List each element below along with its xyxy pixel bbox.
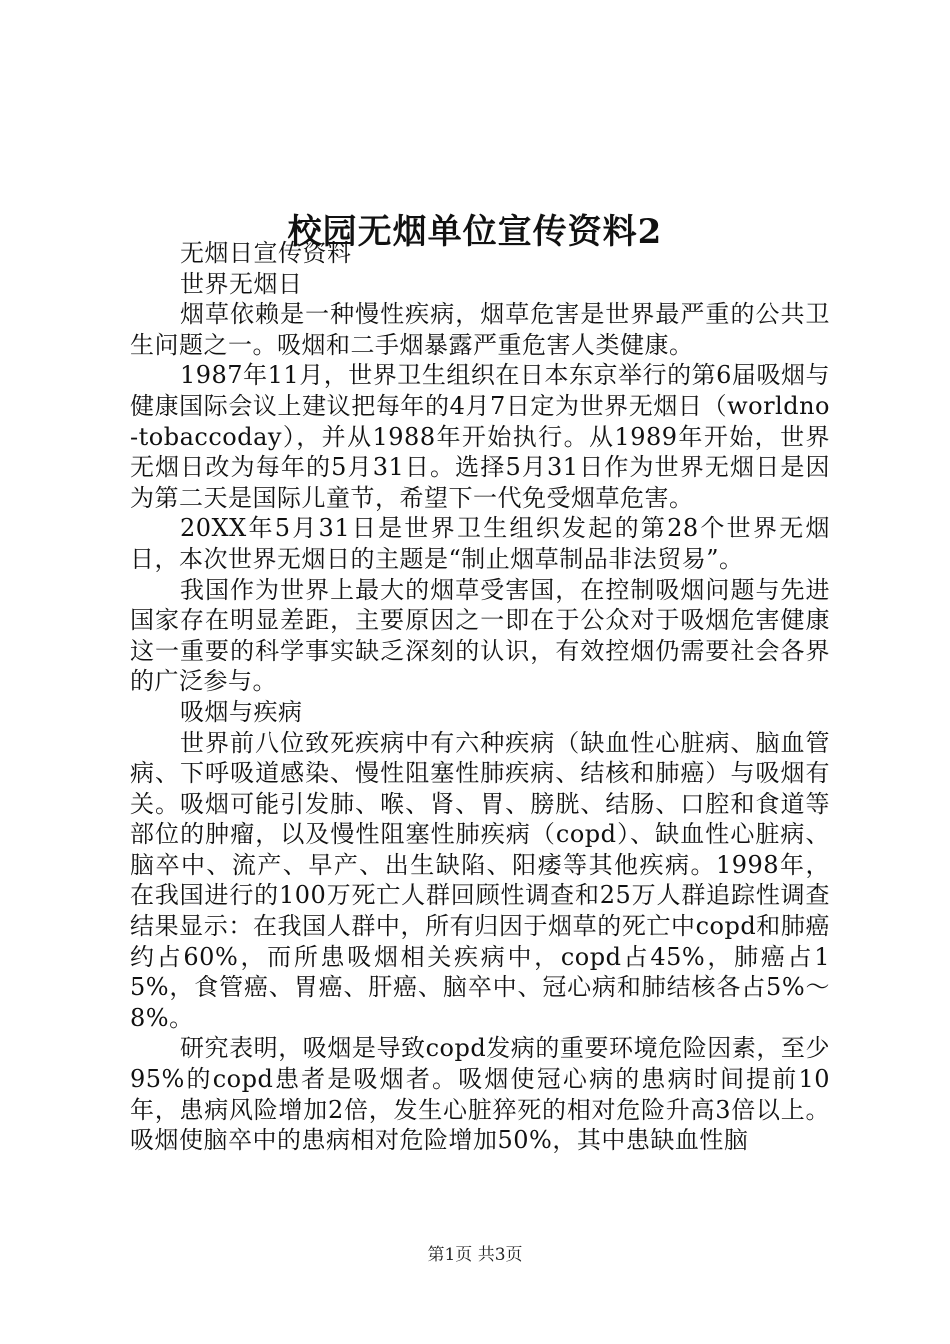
paragraph-china-situation: 我国作为世界上最大的烟草受害国，在控制吸烟问题与先进国家存在明显差距，主要原因之一即在于公众对于吸烟危害健康这一重要的科学事实缺乏深刻的认识，有效控烟仍需要社会各界的广泛参与。: [130, 575, 830, 696]
document-title: 校园无烟单位宣传资料2: [287, 211, 663, 252]
paragraph-diseases: 世界前八位致死疾病中有六种疾病（缺血性心脏病、脑血管病、下呼吸道感染、慢性阻塞性肺疾病、结核和肺癌）与吸烟有关。吸烟可能引发肺、喉、肾、胃、膀胱、结肠、口腔和食道等部位的肿瘤，以及慢性阻塞性肺疾病（copd）、缺血性心脏病、脑卒中、流产、早产、出生缺陷、阳痿等其他疾病。1998年，在我国进行的100万死亡人群回顾性调查和25万人群追踪性调查结果显示：在我国人群中，所有归因于烟草的死亡中copd和肺癌约占60%，而所患吸烟相关疾病中，copd占45%，肺癌占15%，食管癌、胃癌、肝癌、脑卒中、冠心病和肺结核各占5%～8%。: [130, 728, 830, 1032]
paragraph-heading-smoking-and-disease: 吸烟与疾病: [180, 697, 303, 726]
paragraph-theme: 20XX年5月31日是世界卫生组织发起的第28个世界无烟日，本次世界无烟日的主题是“制止烟草制品非法贸易”。: [130, 514, 830, 573]
page-footer: 第1页 共3页: [427, 1245, 523, 1265]
paragraph-tobacco-dependence: 烟草依赖是一种慢性疾病，烟草危害是世界最严重的公共卫生问题之一。吸烟和二手烟暴露严重危害人类健康。: [130, 300, 830, 359]
paragraph-research: 研究表明，吸烟是导致copd发病的重要环境危险因素，至少95%的copd患者是吸烟者。吸烟使冠心病的患病时间提前10年，患病风险增加2倍，发生心脏猝死的相对危险升高3倍以上。吸烟使脑卒中的患病相对危险增加50%，其中患缺血性脑: [130, 1034, 830, 1155]
document-body: [130, 238, 830, 1156]
paragraph-heading-world-no-tobacco-day: 世界无烟日: [180, 269, 303, 298]
paragraph-history: 1987年11月，世界卫生组织在日本东京举行的第6届吸烟与健康国际会议上建议把每年的4月7日定为世界无烟日（worldno-tobaccoday），并从1988年开始执行。从1989年开始，世界无烟日改为每年的5月31日。选择5月31日作为世界无烟日是因为第二天是国际儿童节，希望下一代免受烟草危害。: [130, 361, 830, 512]
paragraph-subtitle: 无烟日宣传资料: [180, 239, 352, 267]
